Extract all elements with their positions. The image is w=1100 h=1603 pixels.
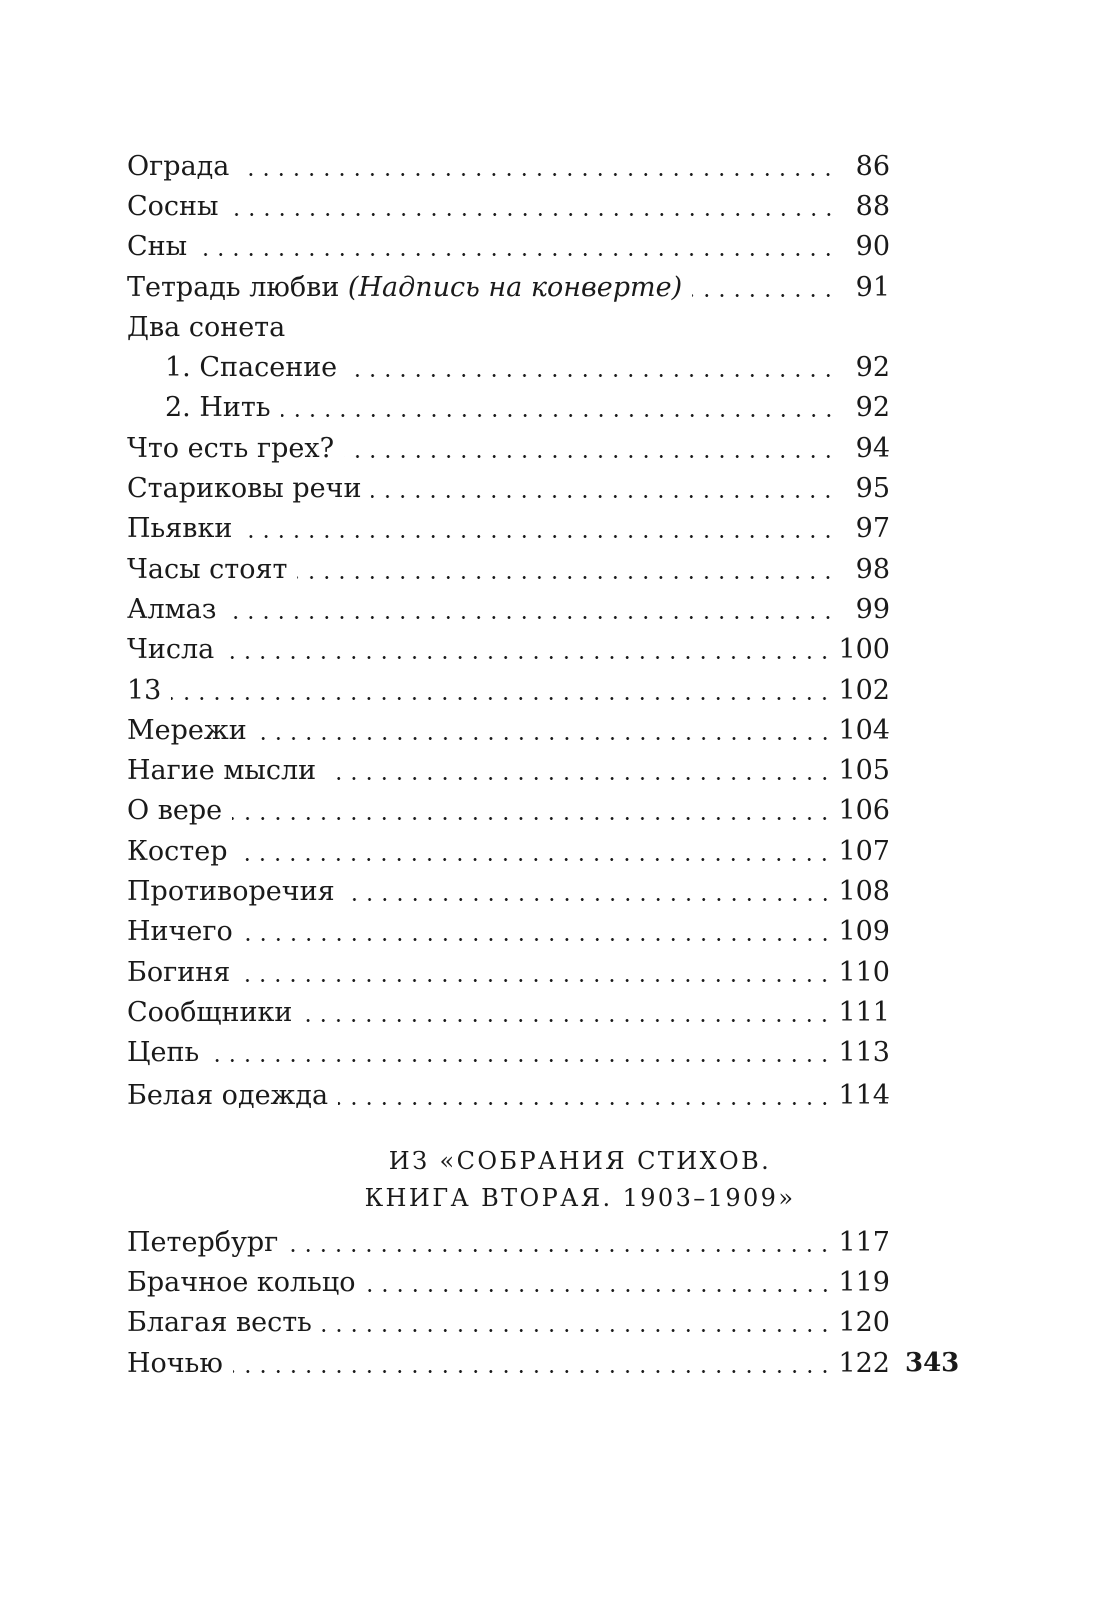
toc-entry-page-number: 90 [855,231,890,263]
toc-entry [127,1262,890,1302]
toc-entry-page-number: 95 [855,473,890,505]
toc-entry-title-text: Мережи [127,714,247,746]
toc-entry-title-text: Тетрадь любви [127,271,340,303]
toc-entry-page-number: 88 [855,190,890,222]
toc-entry-page-number: 108 [838,875,890,907]
toc-entry-title-text: Богиня [127,956,231,988]
toc-entry-title [127,634,215,666]
toc-entry [127,549,890,589]
toc-entry-title [127,714,247,746]
dot-leader [288,1229,832,1256]
toc-entry-page-number: 94 [855,432,890,464]
toc-entry-title [127,835,228,867]
toc-entry-page-number: 102 [838,674,890,706]
toc-entry-page-number: 111 [838,996,890,1028]
toc-entry-title-text: Ночью [127,1347,223,1379]
section-heading [180,1143,980,1217]
toc-entry [127,146,890,186]
toc-entry [127,509,890,549]
dot-leader [226,596,836,623]
page-number: 343 [905,1348,960,1378]
toc-entry-title-text: Цепь [127,1037,200,1069]
toc-entry-title-text: Числа [127,634,215,666]
dot-leader [209,1039,832,1066]
toc-entry [127,388,890,428]
dot-leader [242,515,836,542]
toc-entry-page-number: 109 [838,916,890,948]
toc-entry [127,871,890,911]
dot-leader [171,677,832,704]
dot-leader [338,1082,832,1109]
toc-list-section [127,1222,890,1383]
dot-leader [344,435,836,462]
toc-entry-page-number: 106 [838,795,890,827]
toc-entry-title-text: Благая весть [127,1307,312,1339]
toc-entry-page-number: 98 [855,553,890,585]
toc-entry-title-text: О вере [127,795,223,827]
toc-entry-title [127,1226,279,1258]
toc-entry-title [127,513,233,545]
toc-entry-title-text: Ничего [127,916,233,948]
toc-entry [127,992,890,1032]
toc-entry-page-number: 92 [855,352,890,384]
toc-entry [127,307,890,347]
toc-entry [127,791,890,831]
toc-entry [127,186,890,226]
dot-leader [322,1309,833,1336]
toc-entry-subtitle: (Надпись на конверте) [347,271,683,303]
toc-entry [127,912,890,952]
toc-entry-title [127,755,317,787]
dot-leader [232,797,832,824]
dot-leader [281,394,836,421]
toc-entry-title-text: Два сонета [127,311,286,343]
toc-entry-title [127,1080,329,1112]
dot-leader [326,757,832,784]
dot-leader [233,1350,833,1377]
dot-leader [297,556,836,583]
toc-entry-page-number: 86 [855,150,890,182]
dot-leader [371,475,836,502]
toc-entry-title [127,1266,356,1298]
toc-entry-title-text: Брачное кольцо [127,1266,356,1298]
toc-entry-title-text: Сны [127,231,188,263]
toc-entry-page-number: 105 [838,755,890,787]
toc-entry [127,1343,890,1383]
toc-entry-title [127,795,223,827]
toc-entry [127,630,890,670]
toc-entry-title [127,473,362,505]
dot-leader [239,153,836,180]
toc-entry-title [127,311,286,343]
dot-leader [347,354,836,381]
toc-entry [127,710,890,750]
toc-entry [127,1073,890,1119]
toc-entry-title-text: Стариковы речи [127,473,362,505]
toc-entry-title [127,190,219,222]
toc-entry [127,589,890,629]
dot-leader [224,636,832,663]
toc-entry-title-text: Ограда [127,150,230,182]
toc-entry-title [127,553,288,585]
toc-entry-page-number: 104 [838,714,890,746]
toc-entry-page-number: 113 [838,1037,890,1069]
toc-entry [127,831,890,871]
dot-leader [237,838,832,865]
toc-entry-title [127,593,217,625]
toc-entry-title-text: Петербург [127,1226,279,1258]
toc-entry-title-text: Костер [127,835,228,867]
toc-entry-page-number: 107 [838,835,890,867]
toc-entry-title-text: Противоречия [127,875,335,907]
toc-entry [127,227,890,267]
toc-entry [127,750,890,790]
toc-entry-title [127,875,335,907]
toc-entry-title [127,1037,200,1069]
toc-entry-page-number: 92 [855,392,890,424]
toc-entry [127,952,890,992]
toc-entry-title [127,392,271,424]
toc-entry-title-text: 2. Нить [165,392,271,424]
toc-entry-page-number: 119 [838,1266,890,1298]
toc-entry-page-number: 114 [838,1080,890,1112]
toc-entry [127,267,890,307]
toc-entry-title [127,271,683,303]
toc-entry-title-text: Сосны [127,190,219,222]
toc-entry-title [127,674,162,706]
toc-entry-title-text: Алмаз [127,593,217,625]
toc-entry-title [127,231,188,263]
toc-entry [127,428,890,468]
dot-leader [257,717,833,744]
toc-entry-title [127,432,335,464]
toc-entry-page-number: 97 [855,513,890,545]
toc-entry-title-text: Сообщники [127,996,293,1028]
toc-entry [127,468,890,508]
toc-entry [127,670,890,710]
dot-leader [345,878,833,905]
dot-leader [366,1269,833,1296]
dot-leader [243,918,833,945]
toc-entry-title [127,1347,223,1379]
dot-leader [240,959,832,986]
toc-entry-title-text: Нагие мысли [127,755,317,787]
toc-entry-title-text: 13 [127,674,162,706]
toc-entry [127,347,890,387]
toc-entry-page-number: 110 [838,956,890,988]
section-heading-line-1: ИЗ «СОБРАНИЯ СТИХОВ. [388,1147,772,1175]
dot-leader [302,999,832,1026]
toc-entry [127,1303,890,1343]
toc-entry-title [127,1307,312,1339]
toc-entry-title [127,956,231,988]
section-heading-line-2: КНИГА ВТОРАЯ. 1903–1909» [364,1184,796,1212]
toc-entry-title [127,916,233,948]
toc-entry-title-text: Что есть грех? [127,432,335,464]
toc-entry-page-number: 117 [838,1226,890,1258]
toc-entry-page-number: 120 [838,1307,890,1339]
toc-entry [127,1222,890,1262]
toc-entry-title-text: Часы стоят [127,553,288,585]
toc-entry-title-text: Белая одежда [127,1080,329,1112]
toc-entry-page-number: 91 [855,271,890,303]
toc-list-main [127,146,890,1119]
toc-entry [127,1033,890,1073]
dot-leader [197,233,836,260]
dot-leader [229,193,836,220]
toc-entry-page-number: 122 [838,1347,890,1379]
toc-entry-title [127,352,338,384]
toc-entry-title [127,150,230,182]
dot-leader [692,274,836,301]
toc-entry-title-text: 1. Спасение [165,352,338,384]
toc-entry-page-number: 99 [855,593,890,625]
toc-entry-title [127,996,293,1028]
toc-entry-page-number: 100 [838,634,890,666]
toc-entry-title-text: Пьявки [127,513,233,545]
